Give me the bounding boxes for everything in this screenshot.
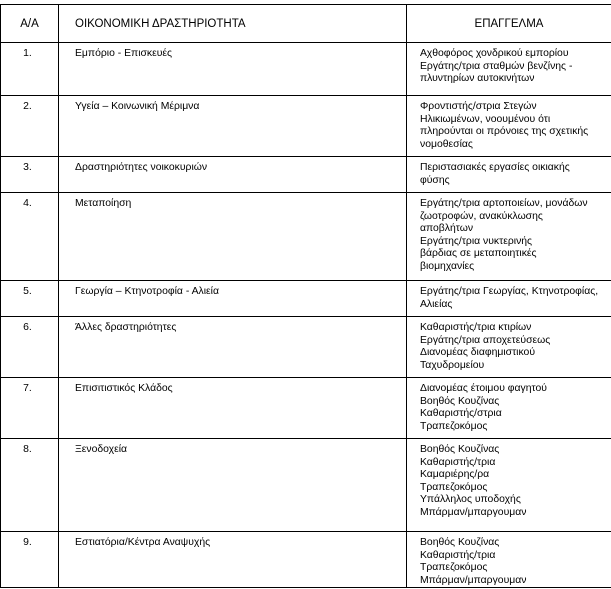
occupation-line: Βοηθός Κουζίνας xyxy=(420,395,500,407)
occupation-line: Εργάτης/τρια Γεωργίας, Κτηνοτροφίας, xyxy=(420,286,599,297)
occupation-line: νομοθεσίας xyxy=(420,138,473,150)
row-activity: Εστιατόρια/Κέντρα Αναψυχής xyxy=(59,532,407,588)
table-header-row xyxy=(1,5,611,43)
row-occupations xyxy=(407,439,611,532)
occupation-line: Τραπεζοκόμος xyxy=(420,481,488,493)
occupation-line: Εργάτης/τρια αποχετεύσεως xyxy=(420,334,551,346)
row-occupations xyxy=(407,193,611,281)
row-occupations xyxy=(407,96,611,157)
row-activity: Υγεία – Κοινωνική Μέριμνα xyxy=(59,96,407,157)
row-occupations xyxy=(407,157,611,193)
row-number: 4. xyxy=(1,193,59,281)
occupation-line: Αλιείας xyxy=(420,298,453,310)
occupation-line: Τραπεζοκόμος xyxy=(420,420,488,432)
occupation-line: Μπάρμαν/μπαργουμαν xyxy=(420,574,527,586)
row-activity: Ξενοδοχεία xyxy=(59,439,407,532)
row-number: 2. xyxy=(1,96,59,157)
table-row xyxy=(1,532,611,588)
row-number: 9. xyxy=(1,532,59,588)
occupation-line: Ηλικιωμένων, νοουμένου ότι xyxy=(420,113,551,125)
table-row xyxy=(1,43,611,96)
occupation-line: ζωοτροφών, ανακύκλωσης xyxy=(420,210,543,222)
table-row xyxy=(1,281,611,317)
table-row xyxy=(1,317,611,378)
row-number: 7. xyxy=(1,378,59,439)
occupation-line: πληρούνται οι πρόνοιες της σχετικής xyxy=(420,126,589,137)
occupation-line: Καθαριστής/τρια xyxy=(420,456,496,468)
occupation-line: Καμαριέρης/ρα xyxy=(420,469,490,480)
occupation-line: Ταχυδρομείου xyxy=(420,359,485,371)
occupation-line: Βοηθός Κουζίνας xyxy=(420,537,500,548)
occupation-line: Φροντιστής/στρια Στεγών xyxy=(420,101,537,112)
occupation-line: βάρδιας σε μεταποιητικές xyxy=(420,248,537,259)
row-number: 6. xyxy=(1,317,59,378)
occupation-line: Περιστασιακές εργασίες οικιακής xyxy=(420,162,570,173)
row-activity: Μεταποίηση xyxy=(59,193,407,281)
row-occupations xyxy=(407,281,611,317)
occupation-line: αποβλήτων xyxy=(420,223,474,234)
row-number: 3. xyxy=(1,157,59,193)
occupations-table xyxy=(0,4,611,588)
table-row xyxy=(1,193,611,281)
row-activity: Δραστηριότητες νοικοκυριών xyxy=(59,157,407,193)
header-economic-activity: ΟΙΚΟΝΟΜΙΚΗ ΔΡΑΣΤΗΡΙΟΤΗΤΑ xyxy=(59,5,407,43)
row-activity: Άλλες δραστηριότητες xyxy=(59,317,407,378)
occupation-line: βιομηχανίες xyxy=(420,260,475,272)
occupation-line: Μπάρμαν/μπαργουμαν xyxy=(420,506,527,518)
header-number: Α/Α xyxy=(1,5,59,43)
table-row xyxy=(1,378,611,439)
row-occupations xyxy=(407,43,611,96)
occupation-line: πλυντηρίων αυτοκινήτων xyxy=(420,73,535,84)
occupation-line: Εργάτης/τρια νυκτερινής xyxy=(420,235,533,247)
row-occupations xyxy=(407,317,611,378)
occupation-line: Αχθοφόρος χονδρικού εμπορίου xyxy=(420,48,569,59)
occupation-line: Καθαριστής/τρια κτιρίων xyxy=(420,322,532,333)
row-number: 1. xyxy=(1,43,59,96)
row-occupations xyxy=(407,532,611,588)
occupation-line: Εργάτης/τρια σταθμών βενζίνης - xyxy=(420,60,573,72)
occupation-line: Εργάτης/τρια αρτοποιείων, μονάδων xyxy=(420,198,588,209)
row-activity: Γεωργία – Κτηνοτροφία - Αλιεία xyxy=(59,281,407,317)
occupation-line: Διανομέας διαφημιστικού xyxy=(420,347,536,358)
occupation-line: Καθαριστής/τρια xyxy=(420,549,496,561)
occupation-line: Διανομέας έτοιμου φαγητού xyxy=(420,383,547,394)
header-occupation: ΕΠΑΓΓΕΛΜΑ xyxy=(407,5,611,43)
occupation-line: Υπάλληλος υποδοχής xyxy=(420,494,521,505)
table-row xyxy=(1,439,611,532)
occupation-line: Καθαριστής/στρια xyxy=(420,408,502,419)
row-activity: Εμπόριο - Επισκευές xyxy=(59,43,407,96)
table-row xyxy=(1,157,611,193)
occupation-line: Βοηθός Κουζίνας xyxy=(420,444,500,455)
occupation-line: Τραπεζοκόμος xyxy=(420,562,488,573)
row-occupations xyxy=(407,378,611,439)
row-number: 5. xyxy=(1,281,59,317)
row-number: 8. xyxy=(1,439,59,532)
occupation-line: φύσης xyxy=(420,174,450,186)
row-activity: Επισιτιστικός Κλάδος xyxy=(59,378,407,439)
table-row xyxy=(1,96,611,157)
